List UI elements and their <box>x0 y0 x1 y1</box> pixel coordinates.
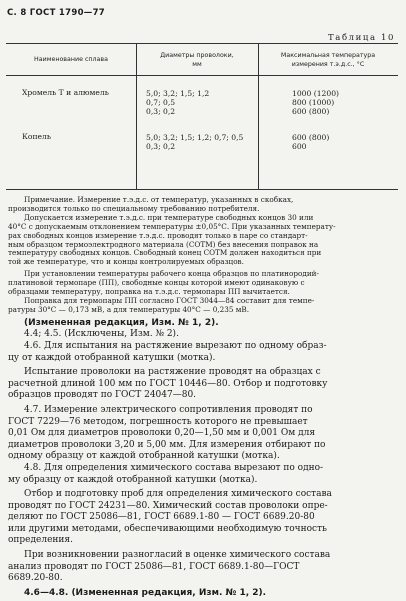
table-header-rule <box>6 75 398 76</box>
row-1-temperatures: 1000 (1200) 800 (1000) 600 (800) <box>292 89 339 116</box>
row-2-alloy: Копель <box>22 132 51 141</box>
table-10 <box>6 43 398 190</box>
row-2-temperatures: 600 (800) 600 <box>292 133 330 151</box>
row-1-diameters: 5,0; 3,2; 1,5; 1,2 0,7; 0,5 0,3; 0,2 <box>146 89 210 116</box>
document-body <box>8 196 398 599</box>
clause-4-7: 4.7. Измерение электрического сопротивления проводят по ГОСТ 7229—76 методом, погрешность которого не превышает 0,01 Ом для диаметров проволоки 0,20—1,50 мм и 0,001 Ом для диаметров проволоки 3,20 и 5,00 мм. Для измерения отбирают по одному образцу от каждой отобранной катушки (мотка). <box>8 404 326 462</box>
header-diameter: Диаметры проволоки, мм <box>160 52 234 68</box>
clause-4-6: 4.6. Для испытания на растяжение вырезают по одному образ- цу от каждой отобранной катушки (мотка). <box>8 340 327 363</box>
tensile-test-paragraph: Испытание проволоки на растяжение проводят на образцах с расчетной длиной 100 мм по ГОСТ 10446—80. Отбор и подготовку образцов проводят по ГОСТ 24047—80. <box>8 367 328 401</box>
clause-4-8: 4.8. Для определения химического состава вырезают по одно- му образцу от каждой отобранной катушки (мотка). <box>8 462 324 485</box>
sampling-paragraph: Отбор и подготовку проб для определения химического состава проводят по ГОСТ 24231—80. Химический состав проволоки опре- деляют по ГОСТ 25086—81, ГОСТ 6689.1-80 — ГОСТ 6689.20-80 или другими методами, обеспечивающими необходимую точность определения. <box>8 489 332 546</box>
row-2-diameters: 5,0; 3,2; 1,5; 1,2; 0,7; 0,5 0,3; 0,2 <box>146 133 244 151</box>
final-amendment-note: 4.6—4.8. (Измененная редакция, Изм. № 1, 2). <box>24 587 267 598</box>
row-1-alloy: Хромель Т и алюмель <box>22 88 109 97</box>
page-header: С. 8 ГОСТ 1790—77 <box>7 8 106 18</box>
amendment-note: (Измененная редакция, Изм. № 1, 2). 4.4; 4.5. (Исключены, Изм. № 2). <box>8 318 398 341</box>
clause-4-4: 4.4; 4.5. (Исключены, Изм. № 2). <box>24 329 179 340</box>
table-caption: Таблица 10 <box>328 33 395 43</box>
note-paragraph: При установлении температуры рабочего конца образцов по платинородий- платиновой термопаре (ПП), свободные концы которой имеют одинаковую с образцами температуру, поправка на т.э.д.с. термопары ПП вычитается. <box>8 269 319 297</box>
note-paragraph: Поправка для термопары ПП согласно ГОСТ 3044—84 составит для темпе- ратуры 30°С — 0,173 мВ, а для температуры 40°С — 0,235 мВ. <box>8 295 315 314</box>
header-temperature: Максимальная температура измерения т.э.д.с., °С <box>280 52 376 68</box>
note-paragraph: Примечание. Измерение т.э.д.с. от температур, указанных в скобках, производится только по специальному требованию потребителя. <box>8 195 294 213</box>
note-paragraph: Допускается измерение т.э.д.с. при температуре свободных концов 30 или 40°С с допускаемым отклонением температуры ±0,05°С. При указанных температу- рах свободных концов измерение т.э.д.с. проводят только в паре со стандарт- ным образцом термоэлектродного материала (СОТМ) без внесения поправок на температуру свободных концов. Свободный конец СОТМ должен находиться при той же температуре, что и концы контролируемых образцов. <box>8 212 336 267</box>
header-alloy: Наименование сплава <box>34 56 108 63</box>
dispute-paragraph: При возникновении разногласий в оценке химического состава анализ проводят по ГОСТ 25086—81, ГОСТ 6689.1-80—ГОСТ 6689.20-80. <box>8 550 331 584</box>
